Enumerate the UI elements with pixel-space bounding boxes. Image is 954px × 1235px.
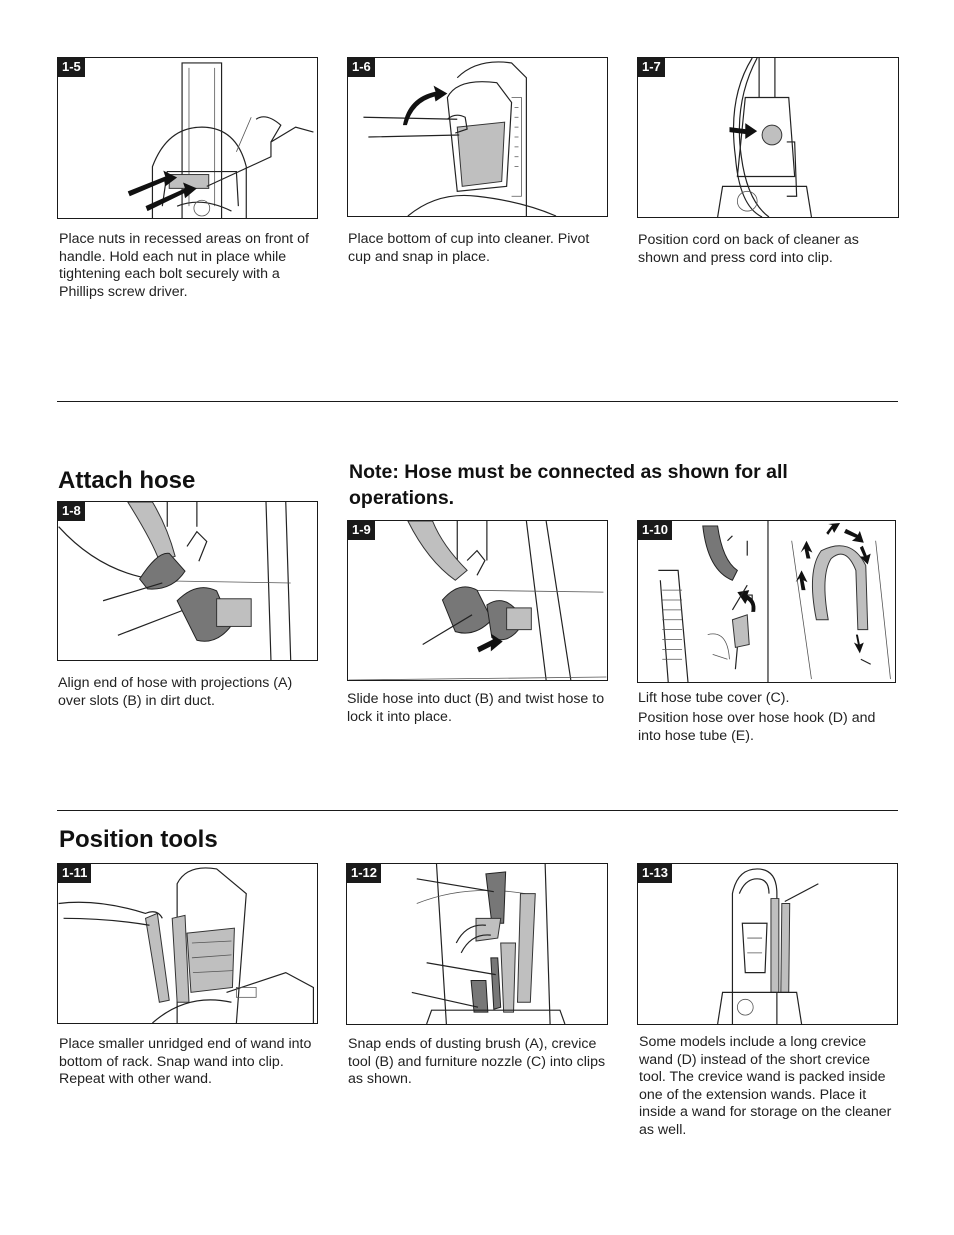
- illustration-hose-alignment: [58, 502, 317, 660]
- figure-1-11: [57, 863, 318, 1024]
- figure-label: 1-5: [58, 58, 85, 77]
- figure-1-13: [637, 863, 898, 1025]
- illustration-crevice-wand: [638, 864, 897, 1024]
- figure-label: 1-6: [348, 58, 375, 77]
- figure-1-6: [347, 57, 608, 217]
- caption-1-11: Place smaller unridged end of wand into bottom of rack. Snap wand into clip. Repeat with other wand.: [59, 1036, 312, 1087]
- figure-1-9: [347, 520, 608, 681]
- caption-1-5: Place nuts in recessed areas on front of handle. Hold each nut in place while tightening each bolt securely with a Phillips screw driver.: [59, 231, 309, 300]
- illustration-nut-bolt: [58, 58, 317, 218]
- figure-label: 1-9: [348, 521, 375, 540]
- figure-label: 1-8: [58, 502, 85, 521]
- figure-1-10: [637, 520, 896, 683]
- figure-1-8: [57, 501, 318, 661]
- section-title-position-tools: Position tools: [59, 826, 218, 853]
- figure-label: 1-13: [638, 864, 672, 883]
- figure-label: 1-12: [347, 864, 381, 883]
- illustration-tool-clips: [347, 864, 607, 1024]
- figure-label: 1-10: [638, 521, 672, 540]
- caption-1-8: Align end of hose with projections (A) over slots (B) in dirt duct.: [58, 675, 293, 709]
- section-title-attach-hose: Attach hose: [58, 467, 196, 494]
- illustration-wand-rack: [58, 864, 317, 1023]
- illustration-hose-twist: [348, 521, 607, 680]
- illustration-cord-clip: [638, 58, 898, 217]
- illustration-dirt-cup: [348, 58, 607, 216]
- figure-label: 1-7: [638, 58, 665, 77]
- illustration-hose-tube: [638, 521, 895, 682]
- figure-label: 1-11: [58, 864, 91, 883]
- note-hose-connection: Note: Hose must be connected as shown for all operations.: [349, 461, 788, 509]
- figure-1-12: [346, 863, 608, 1025]
- divider: [57, 810, 898, 811]
- figure-1-7: [637, 57, 899, 218]
- caption-1-6: Place bottom of cup into cleaner. Pivot cup and snap in place.: [348, 231, 590, 265]
- caption-1-10-b: Position hose over hose hook (D) and into hose tube (E).: [638, 710, 876, 744]
- divider: [57, 401, 898, 402]
- caption-1-10-a: Lift hose tube cover (C).: [638, 690, 790, 706]
- caption-1-9: Slide hose into duct (B) and twist hose to lock it into place.: [347, 691, 605, 725]
- caption-1-13: Some models include a long crevice wand (D) instead of the short crevice tool. The crevice wand is packed inside one of the extension wands. Place it inside a wand for storage on the cleaner as well.: [639, 1034, 892, 1138]
- caption-1-12: Snap ends of dusting brush (A), crevice tool (B) and furniture nozzle (C) into clips as shown.: [348, 1036, 606, 1087]
- figure-1-5: [57, 57, 318, 219]
- caption-1-7: Position cord on back of cleaner as shown and press cord into clip.: [638, 232, 859, 266]
